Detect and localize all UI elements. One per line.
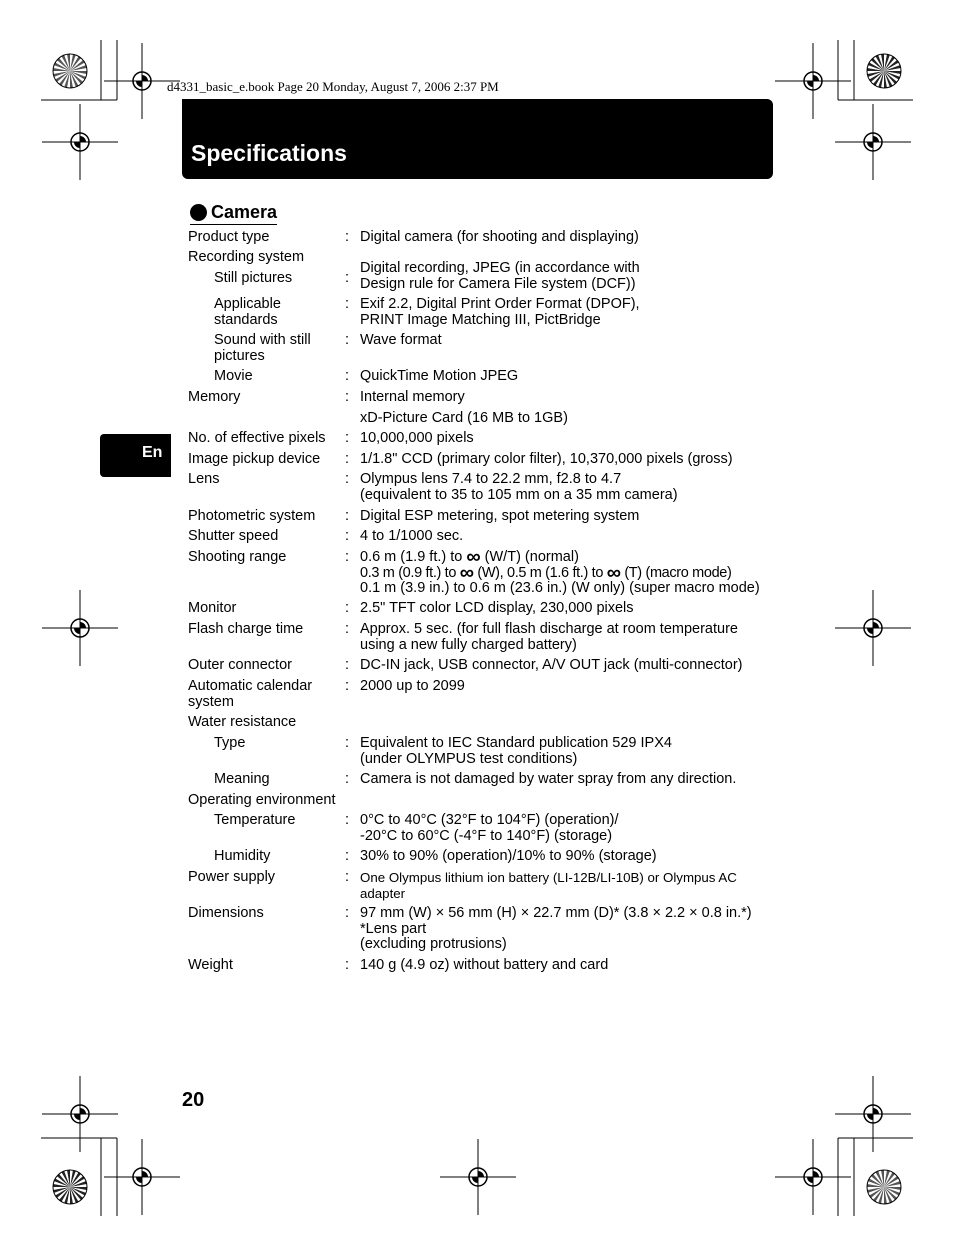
colon: : [345, 508, 350, 524]
spec-label: Water resistance [188, 714, 297, 730]
page-number: 20 [182, 1089, 205, 1111]
spec-label: Recording system [188, 249, 305, 265]
colon: : [345, 528, 350, 544]
spec-label: Temperature [214, 812, 296, 828]
infinity-icon: ∞ [606, 561, 621, 584]
spec-label: Memory [188, 389, 241, 405]
colon: : [345, 368, 350, 384]
colon: : [345, 270, 350, 286]
color-wheel-mark [867, 54, 901, 88]
spec-value: Digital recording, JPEG (in accordance with Design rule for Camera File system (DCF)) [360, 260, 640, 292]
spec-value: Camera is not damaged by water spray from any direction. [360, 771, 737, 787]
spec-label: Automatic calendar system [188, 678, 313, 710]
infinity-icon: ∞ [466, 546, 481, 568]
colon: : [345, 621, 350, 637]
page-title: Specifications [191, 140, 347, 166]
range-text: 0.3 m (0.9 ft.) to [360, 564, 460, 581]
range-text: (W), 0.5 m (1.6 ft.) to [473, 564, 607, 581]
colon: : [345, 905, 350, 921]
bullet-icon [190, 204, 207, 221]
range-text: 0.6 m (1.9 ft.) to [360, 549, 467, 565]
section-heading [190, 202, 277, 225]
spec-value-2: xD-Picture Card (16 MB to 1GB) [360, 410, 568, 426]
spec-value: 10,000,000 pixels [360, 430, 474, 446]
spec-value: 140 g (4.9 oz) without battery and card [360, 957, 609, 973]
spec-label: Weight [188, 957, 233, 973]
colon: : [345, 451, 350, 467]
title-bar [182, 99, 773, 179]
spec-label: Humidity [214, 848, 271, 864]
colon: : [345, 296, 350, 312]
infinity-icon: ∞ [459, 561, 474, 584]
spec-label: Still pictures [214, 270, 293, 286]
spec-value: 1/1.8" CCD (primary color filter), 10,370,000 pixels (gross) [360, 451, 733, 467]
spec-label: Shooting range [188, 549, 287, 565]
spec-label: Image pickup device [188, 451, 321, 467]
colon: : [345, 430, 350, 446]
spec-value: DC-IN jack, USB connector, A/V OUT jack (multi-connector) [360, 657, 743, 673]
spec-value: Olympus lens 7.4 to 22.2 mm, f2.8 to 4.7 (equivalent to 35 to 105 mm on a 35 mm camera) [360, 471, 678, 503]
spec-label: Movie [214, 368, 253, 384]
spec-value: 97 mm (W) × 56 mm (H) × 22.7 mm (D)* (3.8 × 2.2 × 0.8 in.*) *Lens part (excluding protrusions) [360, 905, 752, 952]
registration-mark [775, 43, 851, 119]
spec-value: Approx. 5 sec. (for full flash discharge at room temperature using a new fully charged battery) [360, 621, 738, 653]
spec-label: Sound with still pictures [214, 332, 311, 364]
registration-mark [835, 104, 911, 180]
spec-label: Dimensions [188, 905, 264, 921]
colon: : [345, 549, 350, 565]
spec-label: Lens [188, 471, 220, 487]
registration-mark [440, 1139, 516, 1215]
spec-value: Digital ESP metering, spot metering system [360, 508, 640, 524]
color-wheel-mark [867, 1170, 901, 1204]
print-header: d4331_basic_e.book Page 20 Monday, August 7, 2006 2:37 PM [167, 79, 499, 94]
range-super-macro: 0.1 m (3.9 in.) to 0.6 m (23.6 in.) (W only) (super macro mode) [360, 580, 760, 596]
colon: : [345, 229, 350, 245]
range-macro [360, 561, 780, 584]
registration-mark [835, 1076, 911, 1152]
registration-mark [104, 1139, 180, 1215]
spec-value: 2000 up to 2099 [360, 678, 465, 694]
spec-value: One Olympus lithium ion battery (LI-12B/LI-10B) or Olympus AC adapter [360, 870, 737, 901]
registration-mark [42, 1076, 118, 1152]
colon: : [345, 657, 350, 673]
language-tab [100, 434, 171, 477]
spec-value: Internal memory [360, 389, 465, 405]
colon: : [345, 678, 350, 694]
spec-value: Digital camera (for shooting and displaying) [360, 229, 639, 245]
colon: : [345, 332, 350, 348]
spec-label: Product type [188, 229, 270, 245]
color-wheel-mark [53, 1170, 87, 1204]
spec-value [360, 546, 780, 597]
spec-label: Operating environment [188, 792, 336, 808]
section-title: Camera [211, 202, 278, 222]
spec-label: Outer connector [188, 657, 292, 673]
registration-mark [42, 590, 118, 666]
colon: : [345, 771, 350, 787]
colon: : [345, 812, 350, 828]
spec-label: Meaning [214, 771, 270, 787]
spec-value: 30% to 90% (operation)/10% to 90% (storage) [360, 848, 657, 864]
colon: : [345, 389, 350, 405]
spec-label: Photometric system [188, 508, 316, 524]
spec-label: Monitor [188, 600, 237, 616]
colon: : [345, 848, 350, 864]
colon: : [345, 869, 350, 885]
colon: : [345, 957, 350, 973]
spec-value: Wave format [360, 332, 442, 348]
registration-mark [42, 104, 118, 180]
range-text: (T) (macro mode) [620, 564, 732, 581]
colon: : [345, 600, 350, 616]
spec-label: Flash charge time [188, 621, 304, 637]
spec-value: 2.5" TFT color LCD display, 230,000 pixels [360, 600, 634, 616]
colon: : [345, 735, 350, 751]
range-text: (W/T) (normal) [480, 549, 579, 565]
spec-value: QuickTime Motion JPEG [360, 368, 519, 384]
spec-label: Power supply [188, 869, 276, 885]
color-wheel-mark [53, 54, 87, 88]
registration-mark [775, 1139, 851, 1215]
spec-value: 4 to 1/1000 sec. [360, 528, 464, 544]
registration-mark [835, 590, 911, 666]
language-tab-label: En [142, 444, 163, 461]
range-normal [360, 546, 780, 568]
spec-value: 0°C to 40°C (32°F to 104°F) (operation)/ -20°C to 60°C (-4°F to 140°F) (storage) [360, 812, 619, 844]
spec-label: Applicable standards [214, 296, 281, 328]
spec-label: Shutter speed [188, 528, 279, 544]
spec-label: No. of effective pixels [188, 430, 326, 446]
spec-value: Exif 2.2, Digital Print Order Format (DPOF), PRINT Image Matching III, PictBridge [360, 296, 640, 328]
spec-label: Type [214, 735, 246, 751]
spec-value: Equivalent to IEC Standard publication 529 IPX4 (under OLYMPUS test conditions) [360, 735, 672, 767]
colon: : [345, 471, 350, 487]
